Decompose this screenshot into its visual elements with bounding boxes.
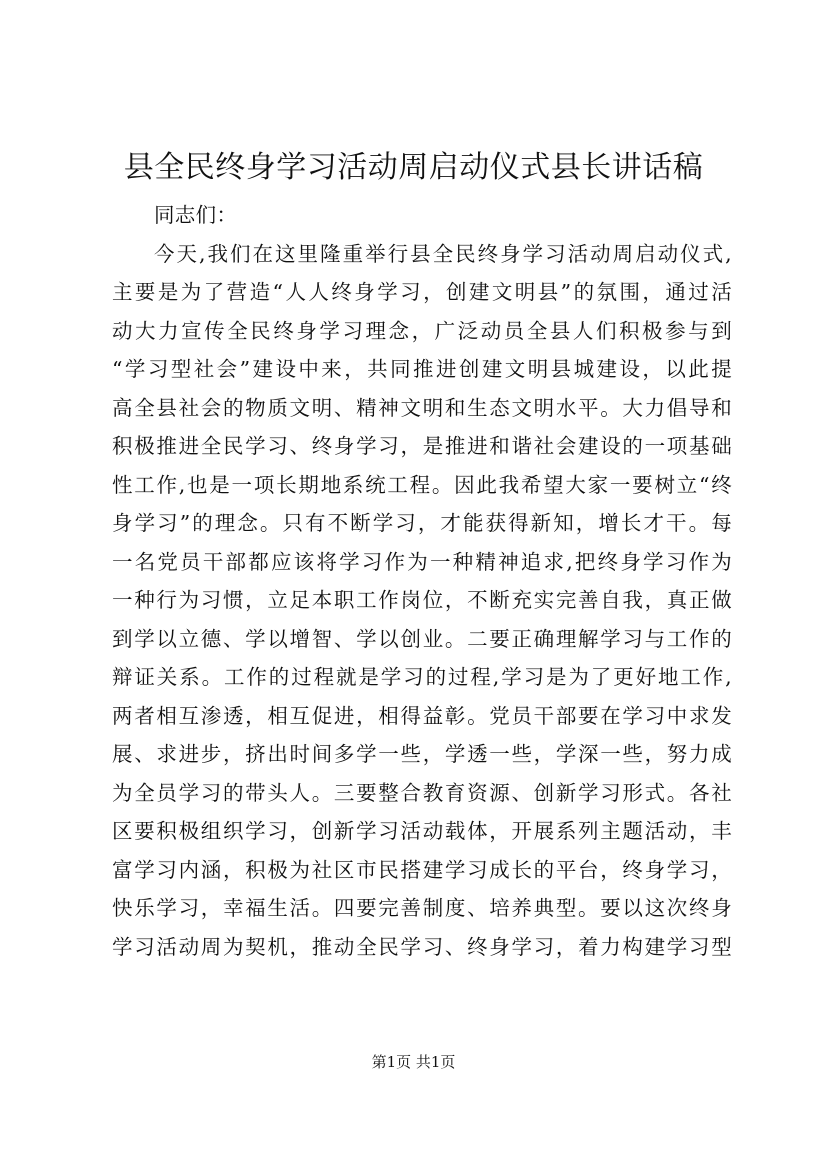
- paragraph-line: 展、求进步，挤出时间多学一些，学透一些，学深一些，努力成: [112, 742, 732, 766]
- paragraph-line: 学习活动周为契机，推动全民学习、终身学习，着力构建学习型: [112, 934, 732, 959]
- salutation: 同志们：: [154, 203, 238, 227]
- document-body: [112, 196, 732, 966]
- paragraph-line: “学习型社会”建设中来，共同推进创建文明县城建设，以此提: [112, 357, 732, 381]
- paragraph-line: 辩证关系。工作的过程就是学习的过程,学习是为了更好地工作,: [112, 665, 732, 689]
- paragraph-line: 积极推进全民学习、终身学习，是推进和谐社会建设的一项基础: [112, 434, 732, 458]
- paragraph-line: 高全县社会的物质文明、精神文明和生态文明水平。大力倡导和: [112, 395, 732, 420]
- paragraph-line: 性工作,也是一项长期地系统工程。因此我希望大家一要树立“终: [112, 472, 732, 497]
- paragraph-line: 富学习内涵，积极为社区市民搭建学习成长的平台，终身学习，: [112, 857, 732, 882]
- paragraph-line: 身学习”的理念。只有不断学习，才能获得新知，增长才干。每: [112, 511, 732, 535]
- page-footer: 第1页 共1页: [371, 1053, 456, 1071]
- paragraph-line: 一名党员干部都应该将学习作为一种精神追求,把终身学习作为: [112, 549, 732, 574]
- paragraph-line: 两者相互渗透，相互促进，相得益彰。党员干部要在学习中求发: [112, 703, 732, 728]
- paragraph-line: 动大力宣传全民终身学习理念，广泛动员全县人们积极参与到: [112, 318, 732, 343]
- paragraph-line: 到学以立德、学以增智、学以创业。二要正确理解学习与工作的: [112, 626, 732, 651]
- document-title: 县全民终身学习活动周启动仪式县长讲话稿: [123, 150, 704, 185]
- paragraph-line: 主要是为了营造“人人终身学习，创建文明县”的氛围，通过活: [112, 280, 732, 304]
- paragraph-line: 快乐学习，幸福生活。四要完善制度、培养典型。要以这次终身: [112, 896, 732, 920]
- paragraph-line: 区要积极组织学习，创新学习活动载体，开展系列主题活动，丰: [112, 819, 732, 843]
- paragraph-line: 今天,我们在这里隆重举行县全民终身学习活动周启动仪式,: [154, 241, 732, 266]
- paragraph-line: 为全员学习的带头人。三要整合教育资源、创新学习形式。各社: [112, 780, 732, 805]
- paragraph-line: 一种行为习惯，立足本职工作岗位，不断充实完善自我，真正做: [112, 588, 732, 612]
